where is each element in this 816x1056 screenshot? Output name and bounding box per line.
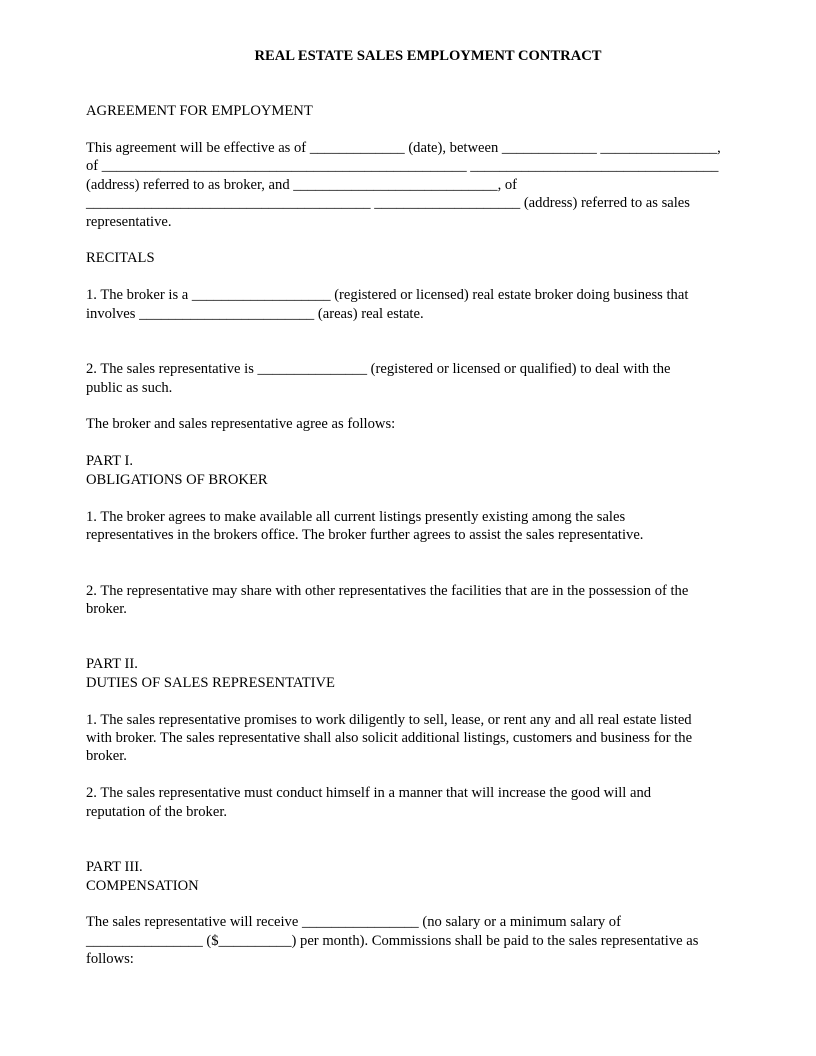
recital-line: 2. The sales representative is _______________ (registered or licensed or qualified) to deal with the (86, 361, 671, 378)
compensation-line: The sales representative will receive ________________ (no salary or a minimum salary of (86, 914, 621, 931)
part1-heading: OBLIGATIONS OF BROKER (86, 471, 268, 488)
part1-line: 1. The broker agrees to make available all current listings presently existing among the sales (86, 508, 626, 525)
recital-item-2 (86, 360, 770, 397)
agree-statement: The broker and sales representative agree as follows: (86, 416, 396, 433)
part3-label: PART III. (86, 859, 143, 876)
agreement-line: of __________________________________________________ __________________________________ (86, 158, 719, 175)
part2-line: broker. (86, 748, 127, 765)
recital-item-1 (86, 286, 770, 323)
recital-line: involves ________________________ (areas) real estate. (86, 305, 424, 322)
recital-line: 1. The broker is a ___________________ (registered or licensed) real estate broker doing business that (86, 287, 689, 304)
part1-item-1 (86, 508, 770, 545)
agreement-line: (address) referred to as broker, and ____________________________, of (86, 176, 518, 193)
part2-line: 1. The sales representative promises to work diligently to sell, lease, or rent any and all real estate listed (86, 711, 692, 728)
part2-item-1 (86, 711, 770, 766)
part2-item-2 (86, 784, 770, 821)
part1-line: 2. The representative may share with other representatives the facilities that are in the possession of the (86, 582, 689, 599)
part2-line: reputation of the broker. (86, 803, 228, 820)
part2-line: 2. The sales representative must conduct himself in a manner that will increase the good will and (86, 785, 652, 802)
part2-line: with broker. The sales representative shall also solicit additional listings, customers and business for the (86, 730, 693, 747)
part1-item-2 (86, 582, 770, 619)
part3-heading: COMPENSATION (86, 877, 199, 894)
compensation-paragraph (86, 913, 770, 968)
compensation-line: ________________ ($__________) per month). Commissions shall be paid to the sales representative as (86, 932, 699, 949)
agreement-line: _______________________________________ ____________________ (address) referred to as sales (86, 195, 690, 212)
part1-line: broker. (86, 600, 127, 617)
agreement-paragraph (86, 139, 770, 231)
recitals-heading: RECITALS (86, 250, 155, 267)
document-title: REAL ESTATE SALES EMPLOYMENT CONTRACT (254, 48, 602, 64)
document-body (86, 102, 770, 969)
agreement-line: This agreement will be effective as of _____________ (date), between _____________ ________________, (86, 139, 721, 156)
recital-line: public as such. (86, 379, 173, 396)
part1-label: PART I. (86, 453, 133, 470)
part1-line: representatives in the brokers office. The broker further agrees to assist the sales representative. (86, 527, 644, 544)
agreement-line: representative. (86, 213, 172, 230)
agreement-heading: AGREEMENT FOR EMPLOYMENT (86, 103, 313, 119)
part2-heading: DUTIES OF SALES REPRESENTATIVE (86, 674, 335, 691)
part2-label: PART II. (86, 656, 138, 673)
compensation-line: follows: (86, 951, 134, 968)
